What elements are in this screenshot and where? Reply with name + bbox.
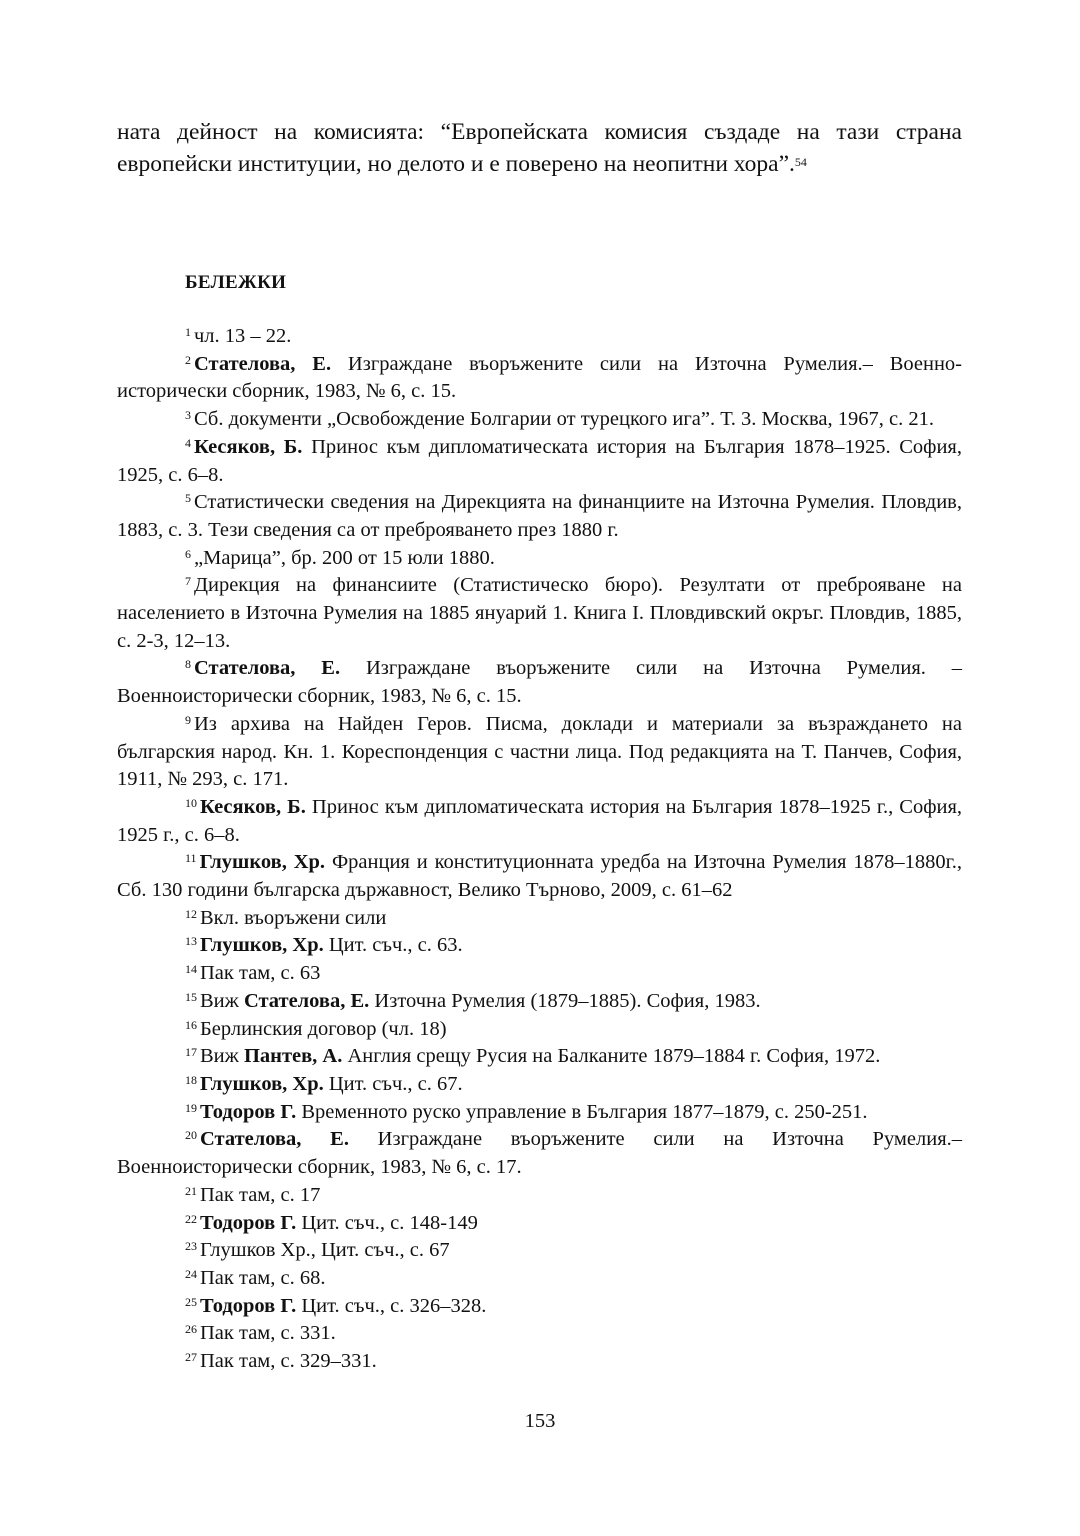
footnote-number: 2	[185, 352, 191, 367]
footnote-number: 5	[185, 491, 191, 506]
footnote-number: 3	[185, 408, 191, 423]
footnote-item	[117, 1043, 962, 1071]
footnote-text: Франция и конституционната уредба на Източна Румелия 1878–1880г., Сб. 130 години българска държавност, Велико Търново, 2009, с. 61–62	[117, 851, 962, 902]
footnote-item	[117, 960, 962, 988]
footnote-item	[117, 711, 962, 794]
footnote-author: Кесяков, Б.	[200, 795, 306, 818]
footnote-item	[117, 794, 962, 849]
footnote-prefix: Виж	[200, 1045, 244, 1068]
footnote-text: Берлинския договор (чл. 18)	[200, 1017, 447, 1040]
footnote-text: Глушков Хр., Цит. съч., с. 67	[200, 1239, 450, 1262]
footnote-item	[117, 1237, 962, 1265]
footnote-item	[117, 1348, 962, 1376]
footnote-text: „Марица”, бр. 200 от 15 юли 1880.	[194, 546, 495, 569]
footnote-text: Англия срещу Русия на Балканите 1879–1884 г. София, 1972.	[342, 1045, 881, 1068]
footnote-item	[117, 1071, 962, 1099]
footnote-item	[117, 406, 962, 434]
footnote-item	[117, 489, 962, 544]
footnote-number: 25	[185, 1294, 197, 1309]
footnote-number: 4	[185, 435, 191, 450]
footnote-number: 6	[185, 546, 191, 561]
footnote-number: 9	[185, 712, 191, 727]
page-content	[117, 116, 962, 1376]
footnote-item	[117, 1182, 962, 1210]
footnote-number: 26	[185, 1322, 197, 1337]
footnote-author: Стателова, Е.	[243, 989, 370, 1012]
footnote-text: Изграждане въоръжените сили на Източна Румелия.– Военноисторически сборник, 1983, № 6, с. 17.	[117, 1128, 962, 1179]
footnote-text: Пак там, с. 68.	[200, 1266, 326, 1289]
footnote-number: 10	[185, 795, 197, 810]
footnote-author: Глушков, Хр.	[199, 851, 326, 874]
footnote-author: Стателова, Е.	[194, 352, 332, 375]
footnote-number: 17	[185, 1045, 197, 1060]
footnote-number: 11	[185, 851, 197, 866]
footnote-author: Кесяков, Б.	[194, 435, 303, 458]
footnote-text: Пак там, с. 63	[200, 962, 321, 985]
footnote-item	[117, 1320, 962, 1348]
footnote-item	[117, 932, 962, 960]
footnote-number: 27	[185, 1350, 197, 1365]
footnote-item	[117, 545, 962, 573]
footnote-text: чл. 13 – 22.	[194, 325, 292, 347]
footnote-author: Тодоров Г.	[200, 1211, 297, 1234]
footnote-text: Изграждане въоръжените сили на Източна Румелия. – Военноисторически сборник, 1983, № 6, с. 15.	[117, 657, 962, 708]
footnote-number: 15	[185, 989, 197, 1004]
footnote-text: Цит. съч., с. 148-149	[296, 1211, 478, 1234]
notes-heading: БЕЛЕЖКИ	[185, 272, 287, 293]
footnote-text: Статистически сведения на Дирекцията на финанциите на Източна Румелия. Пловдив, 1883, с. 3. Тези сведения са от преброяването през 1880 г.	[117, 491, 962, 541]
footnote-text: Цит. съч., с. 326–328.	[296, 1294, 487, 1317]
footnote-text: Пак там, с. 329–331.	[200, 1350, 377, 1373]
footnote-author: Тодоров Г.	[200, 1294, 297, 1317]
footnote-item	[117, 1293, 962, 1321]
footnote-number: 8	[185, 657, 191, 672]
footnote-number: 7	[185, 574, 191, 589]
footnote-text: Принос към дипломатическата история на България 1878–1925. София, 1925, с. 6–8.	[117, 435, 962, 486]
footnote-item	[117, 1126, 962, 1181]
footnote-number: 1	[185, 325, 191, 339]
footnote-number: 22	[185, 1211, 197, 1226]
footnote-text: Вкл. въоръжени сили	[200, 906, 387, 929]
footnote-text: Пак там, с. 331.	[200, 1322, 336, 1345]
footnote-item	[117, 905, 962, 933]
footnote-author: Стателова, Е.	[200, 1128, 349, 1151]
footnote-author: Стателова, Е.	[194, 657, 341, 680]
footnote-item	[117, 1210, 962, 1238]
footnote-prefix: Виж	[200, 989, 244, 1012]
footnote-number: 13	[185, 934, 197, 949]
footnote-item	[117, 572, 962, 655]
footnote-author: Глушков, Хр.	[200, 1072, 324, 1095]
intro-paragraph	[117, 116, 962, 180]
footnote-number: 23	[185, 1239, 197, 1254]
footnote-item	[117, 323, 962, 351]
footnote-item	[117, 434, 962, 489]
footnote-number: 18	[185, 1072, 197, 1087]
footnote-item	[117, 351, 962, 406]
footnote-number: 19	[185, 1100, 197, 1115]
notes-list	[117, 323, 962, 1376]
footnote-text: Цит. съч., с. 63.	[323, 934, 463, 957]
footnote-author: Тодоров Г.	[200, 1100, 297, 1123]
footnote-item	[117, 849, 962, 904]
footnote-number: 21	[185, 1183, 197, 1198]
footnote-text: Принос към дипломатическата история на България 1878–1925 г., София, 1925 г., с. 6–8.	[117, 795, 963, 846]
page-number: 153	[524, 1410, 556, 1432]
footnote-text: Цит. съч., с. 67.	[323, 1072, 463, 1095]
footnote-author: Пантев, А.	[243, 1045, 343, 1068]
footnote-number: 14	[185, 962, 197, 977]
footnote-number: 24	[185, 1266, 197, 1281]
footnote-item	[117, 655, 962, 710]
footnote-item	[117, 1016, 962, 1044]
footnote-text: Източна Румелия (1879–1885). София, 1983.	[369, 989, 761, 1012]
footnote-text: Дирекция на финансиите (Статистическо бюро). Резултати от преброяване на населението в Източна Румелия на 1885 януарий 1. Книга I. Пловдивский окръг. Пловдив, 1885, с. 2-3, 12–13.	[117, 574, 962, 652]
footnote-number: 16	[185, 1017, 197, 1032]
footnote-item	[117, 988, 962, 1016]
footnote-text: Сб. документи „Освобождение Болгарии от турецкого ига”. Т. 3. Москва, 1967, с. 21.	[194, 408, 934, 431]
footnote-text: Временното руско управление в България 1877–1879, с. 250-251.	[296, 1100, 868, 1123]
footnote-item	[117, 1265, 962, 1293]
intro-footnote-ref: 54	[794, 155, 807, 169]
footnote-number: 12	[185, 906, 197, 921]
footnote-text: Пак там, с. 17	[200, 1183, 321, 1206]
intro-text: ната дейност на комисията: “Европейската комисия създаде на тази страна европейски институции, но делото и е поверено на неопитни хора”.	[117, 119, 962, 177]
footnote-text: Изграждане въоръжените сили на Източна Румелия.– Военно-исторически сборник, 1983, № 6, с. 15.	[117, 352, 963, 403]
footnote-item	[117, 1099, 962, 1127]
footnote-text: Из архива на Найден Геров. Писма, доклади и материали за възраждането на българския народ. Кн. 1. Кореспонденция с частни лица. Под редакцията на Т. Панчев, София, 1911, № 293, с. 171.	[117, 712, 962, 791]
footnote-author: Глушков, Хр.	[200, 934, 324, 957]
footnote-number: 20	[185, 1128, 197, 1143]
